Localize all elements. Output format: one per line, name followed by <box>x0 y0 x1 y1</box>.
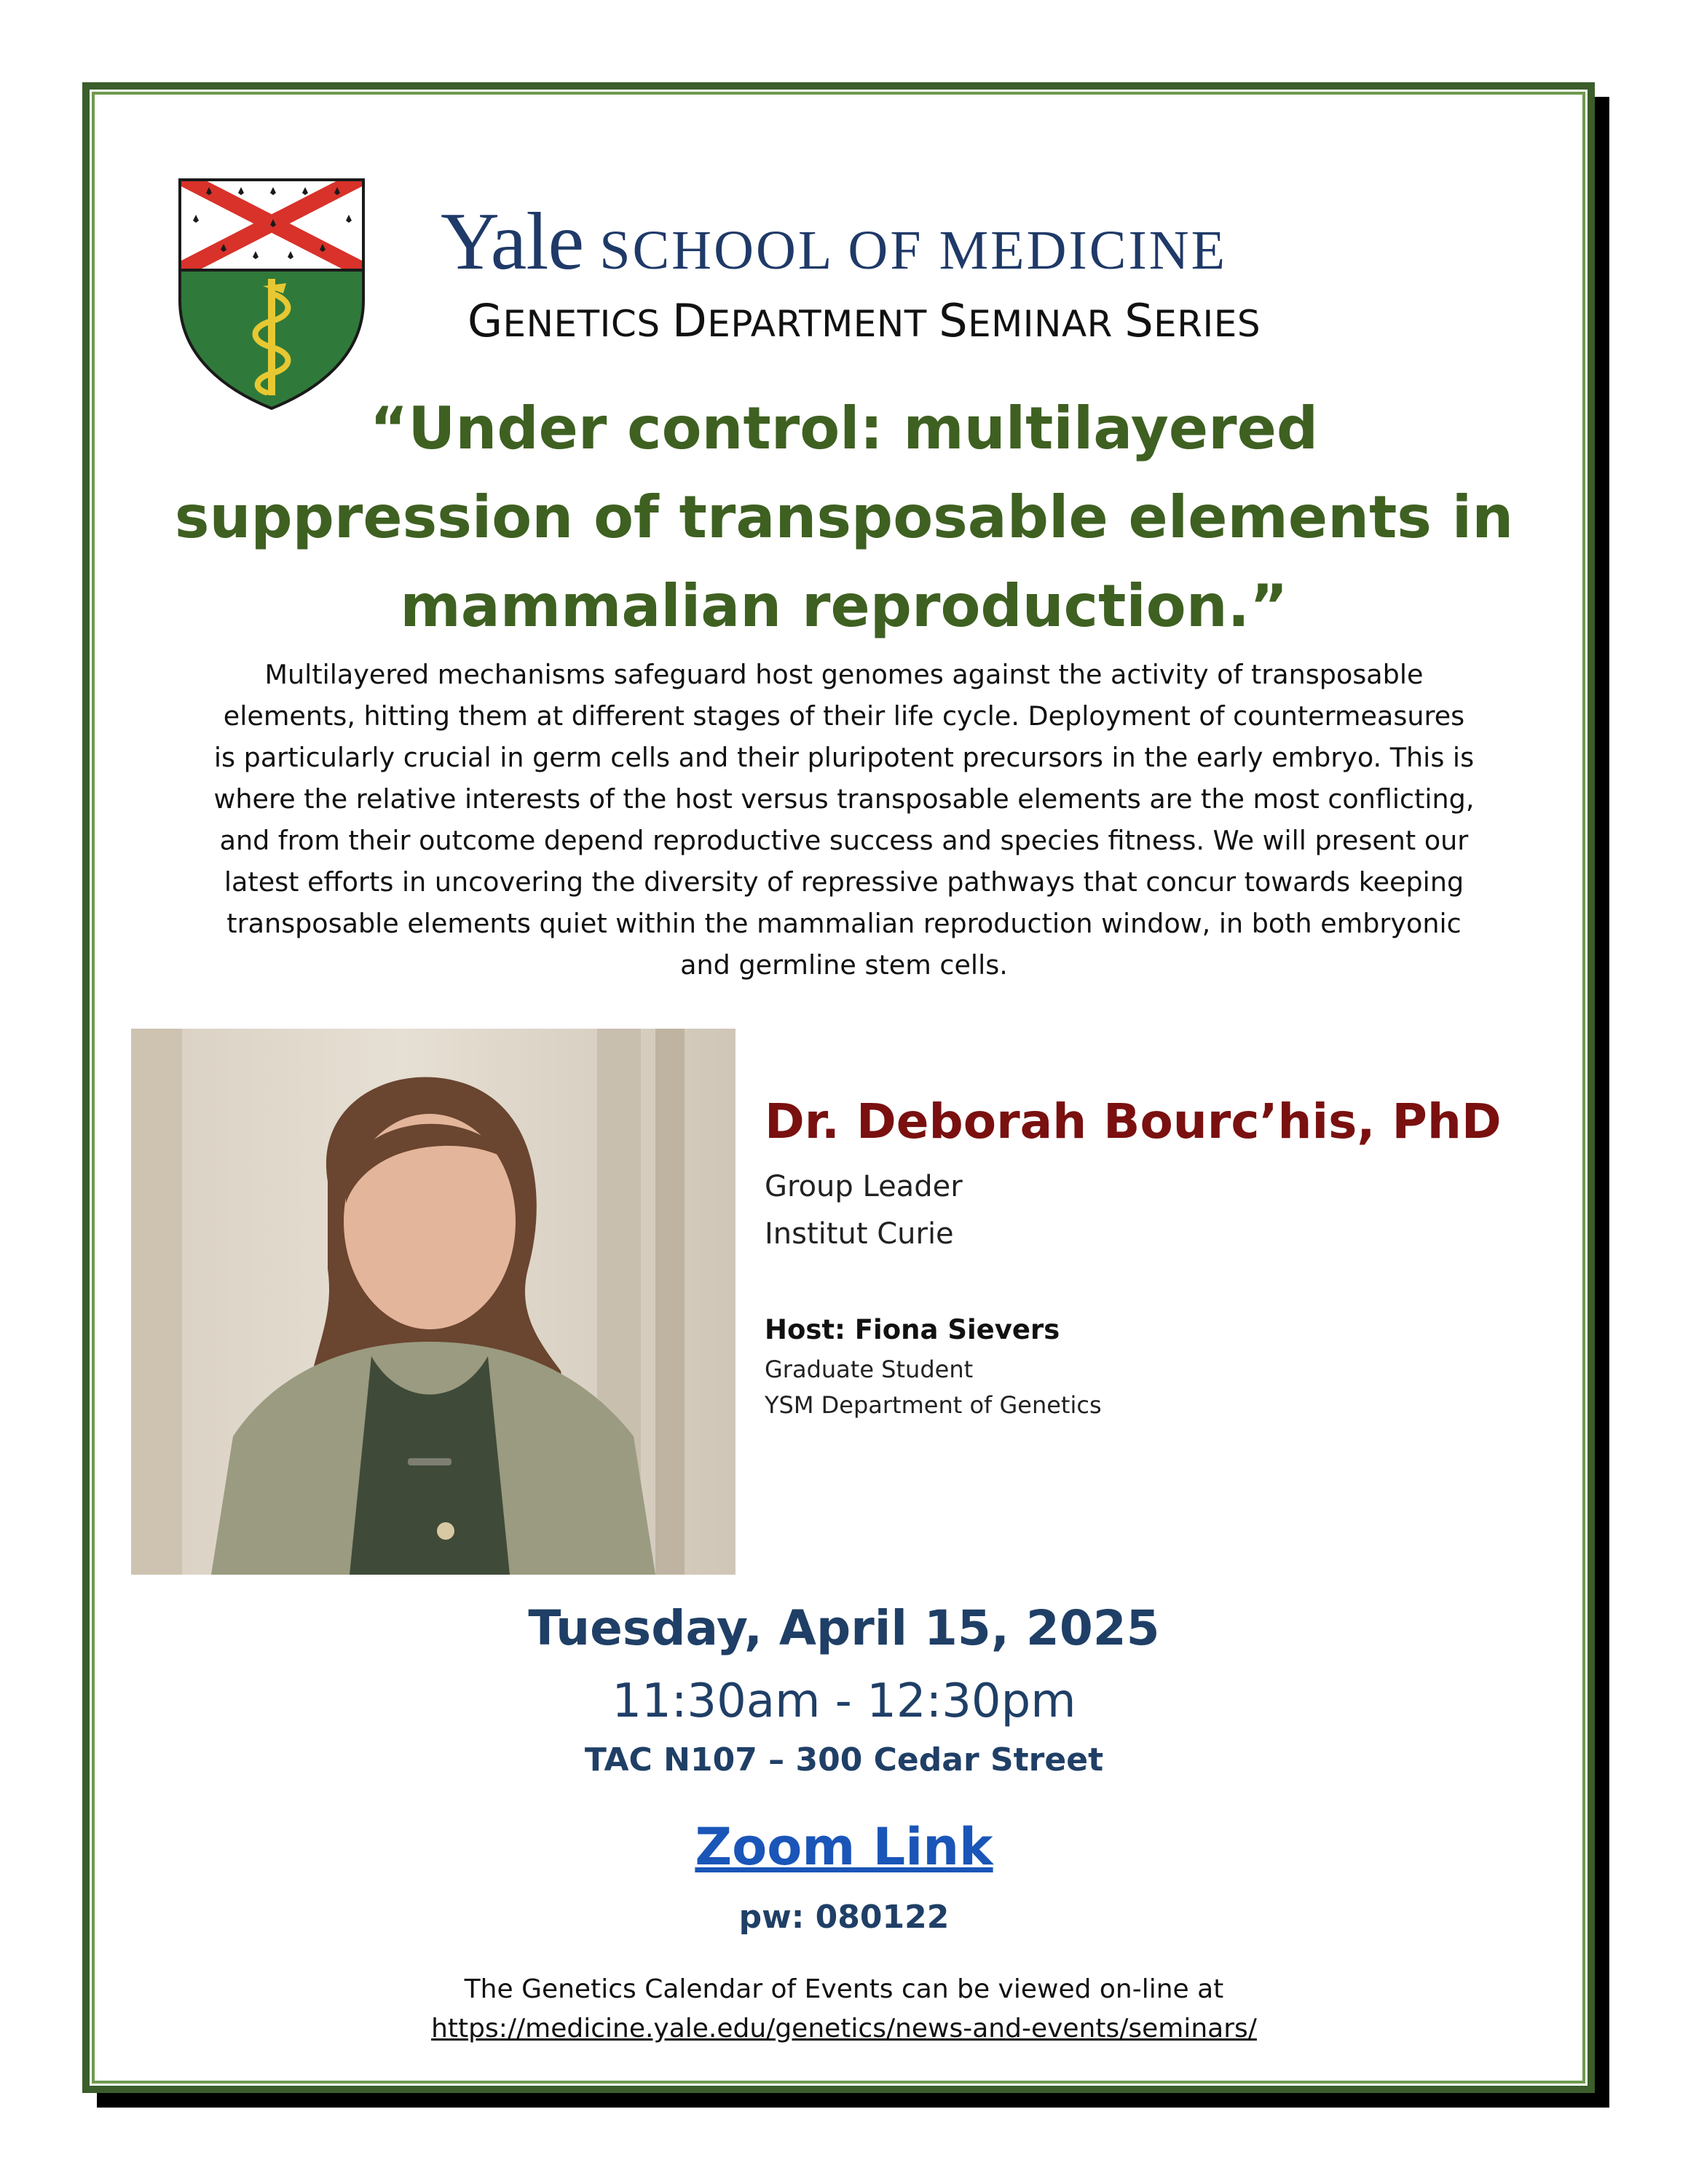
event-date: Tuesday, April 15, 2025 <box>528 1600 1160 1656</box>
calendar-url-link[interactable]: https://medicine.yale.edu/genetics/news-and-events/seminars/ <box>431 2014 1257 2043</box>
host-role: Graduate Student <box>765 1356 974 1383</box>
abstract-line: Multilayered mechanisms safeguard host genomes against the activity of transposable <box>264 659 1424 690</box>
speaker-name: Dr. Deborah Bourc’his, PhD <box>765 1093 1502 1150</box>
school-wordmark <box>441 195 1227 289</box>
talk-title <box>146 384 1542 651</box>
abstract-line: is particularly crucial in germ cells and their pluripotent precursors in the early embryo. This is <box>213 742 1475 773</box>
yale-medicine-shield-icon <box>177 177 366 411</box>
speaker-institution: Institut Curie <box>765 1217 954 1251</box>
talk-title-line: “Under control: multilayered <box>369 395 1319 462</box>
calendar-note: The Genetics Calendar of Events can be viewed on-line at <box>464 1974 1224 2004</box>
series-word: SERIES <box>1124 294 1261 347</box>
talk-title-line: mammalian reproduction.” <box>400 572 1288 640</box>
series-word: SEMINAR <box>939 294 1113 347</box>
abstract-line: transposable elements quiet within the mammalian reproduction window, in both embryonic <box>226 908 1462 939</box>
series-word: DEPARTMENT <box>671 294 927 347</box>
talk-title-line: suppression of transposable elements in <box>174 483 1514 551</box>
host-name: Host: Fiona Sievers <box>765 1314 1060 1345</box>
zoom-link[interactable]: Zoom Link <box>695 1817 993 1877</box>
abstract-line: latest efforts in uncovering the diversity of repressive pathways that concur towards keeping <box>224 866 1464 898</box>
zoom-password: pw: 080122 <box>738 1899 950 1936</box>
talk-abstract <box>146 654 1542 986</box>
speaker-role: Group Leader <box>765 1170 963 1203</box>
abstract-line: elements, hitting them at different stages of their life cycle. Deployment of countermeasures <box>223 700 1465 732</box>
event-location: TAC N107 – 300 Cedar Street <box>584 1741 1104 1779</box>
abstract-line: where the relative interests of the host versus transposable elements are the most conflicting, <box>213 783 1475 815</box>
abstract-line: and from their outcome depend reproductive success and species fitness. We will present our <box>219 825 1469 856</box>
abstract-line: and germline stem cells. <box>680 949 1008 981</box>
yale-wordmark: Yale <box>441 197 584 287</box>
school-of-medicine-wordmark: SCHOOL OF MEDICINE <box>599 220 1228 281</box>
event-time: 11:30am - 12:30pm <box>612 1674 1076 1728</box>
seminar-series-title <box>468 294 1261 347</box>
series-word: GENETICS <box>468 294 660 347</box>
speaker-photo <box>131 1029 735 1575</box>
host-department: YSM Department of Genetics <box>765 1391 1102 1419</box>
